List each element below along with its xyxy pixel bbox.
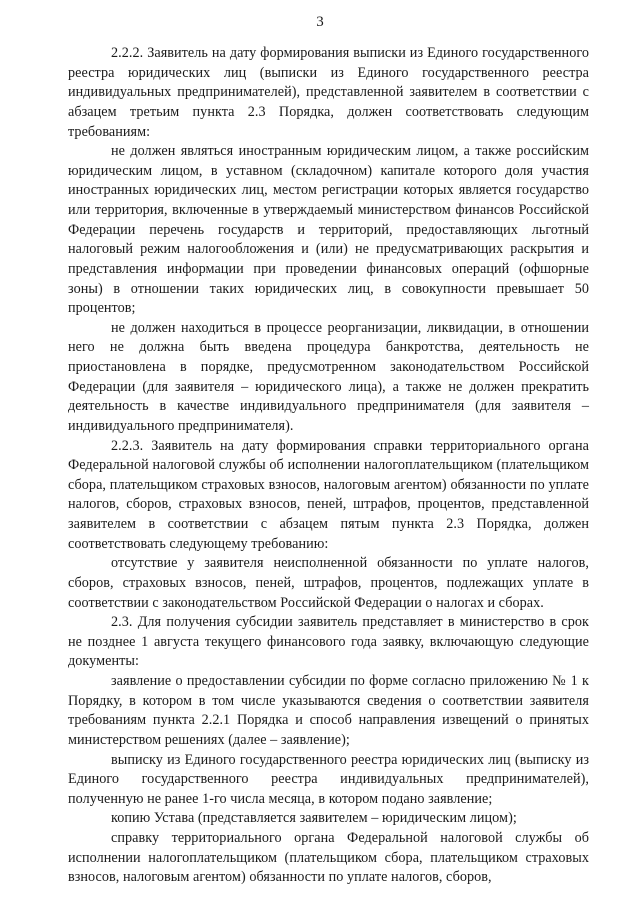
paragraph-application-form: заявление о предоставлении субсидии по форме согласно приложению № 1 к Порядку, в котором в том числе указываются сведения о соответствии заявителя требованиям пункта 2.2.1 Порядка и способ направления извещений о принятых министерством решениях (далее – заявление); — [68, 673, 589, 748]
paragraph-foreign-entity-requirement: не должен являться иностранным юридическим лицом, а также российским юридическим лицом, в уставном (складочном) капитале которого доля участия иностранных юридических лиц, местом регистрации которых является государство или территория, включенные в утверждаемый министерством финансов Российской Федерации перечень государств и территорий, предоставляющих льготный налоговый режим налогообложения и (или) не предусматривающих раскрытия и представления информации при проведении финансовых операций (офшорные зоны) в отношении таких юридических лиц, в совокупности превышает 50 процентов; — [68, 143, 589, 317]
paragraph-tax-debt-requirement: отсутствие у заявителя неисполненной обязанности по уплате налогов, сборов, страховых взносов, пеней, штрафов, процентов, подлежащих уплате в соответствии с законодательством Российской Федерации о налогах и сборах. — [68, 555, 589, 611]
paragraph-tax-certificate: справку территориального органа Федеральной налоговой службы об исполнении налогоплательщиком (плательщиком сбора, плательщиком страховых взносов, налоговым агентом) обязанности по уплате налогов, сборов, — [68, 830, 589, 886]
document-body — [68, 44, 589, 888]
paragraph-2-2-2: 2.2.2. Заявитель на дату формирования выписки из Единого государственного реестра юридических лиц (выписки из Единого государственного реестра индивидуальных предпринимателей), представленной заявителем в соответствии с абзацем третьим пункта 2.3 Порядка, должен соответствовать следующим требованиям: — [68, 45, 589, 140]
paragraph-registry-extract: выписку из Единого государственного реестра юридических лиц (выписку из Единого государственного реестра индивидуальных предпринимателей), полученную не ранее 1-го числа месяца, в котором подано заявление; — [68, 751, 589, 807]
paragraph-reorganization-requirement: не должен находиться в процессе реорганизации, ликвидации, в отношении него не должна быть введена процедура банкротства, деятельность не приостановлена в порядке, предусмотренном законодательством Российской Федерации (для заявителя – юридического лица), а также не должен прекратить деятельность в качестве индивидуального предпринимателя (для заявителя – индивидуального предпринимателя). — [68, 319, 589, 434]
paragraph-2-3: 2.3. Для получения субсидии заявитель представляет в министерство в срок не позднее 1 августа текущего финансового года заявку, включающую следующие документы: — [68, 614, 589, 670]
paragraph-charter-copy: копию Устава (представляется заявителем – юридическим лицом); — [111, 810, 517, 827]
page-number: 3 — [316, 14, 324, 30]
paragraph-2-2-3: 2.2.3. Заявитель на дату формирования справки территориального органа Федеральной налоговой службы об исполнении налогоплательщиком (плательщиком сбора, плательщиком страховых взносов, налоговым агентом) обязанности по уплате налогов, сборов, страховых взносов, пеней, штрафов, процентов, представленной заявителем в соответствии с абзацем пятым пункта 2.3 Порядка, должен соответствовать следующему требованию: — [68, 437, 589, 552]
